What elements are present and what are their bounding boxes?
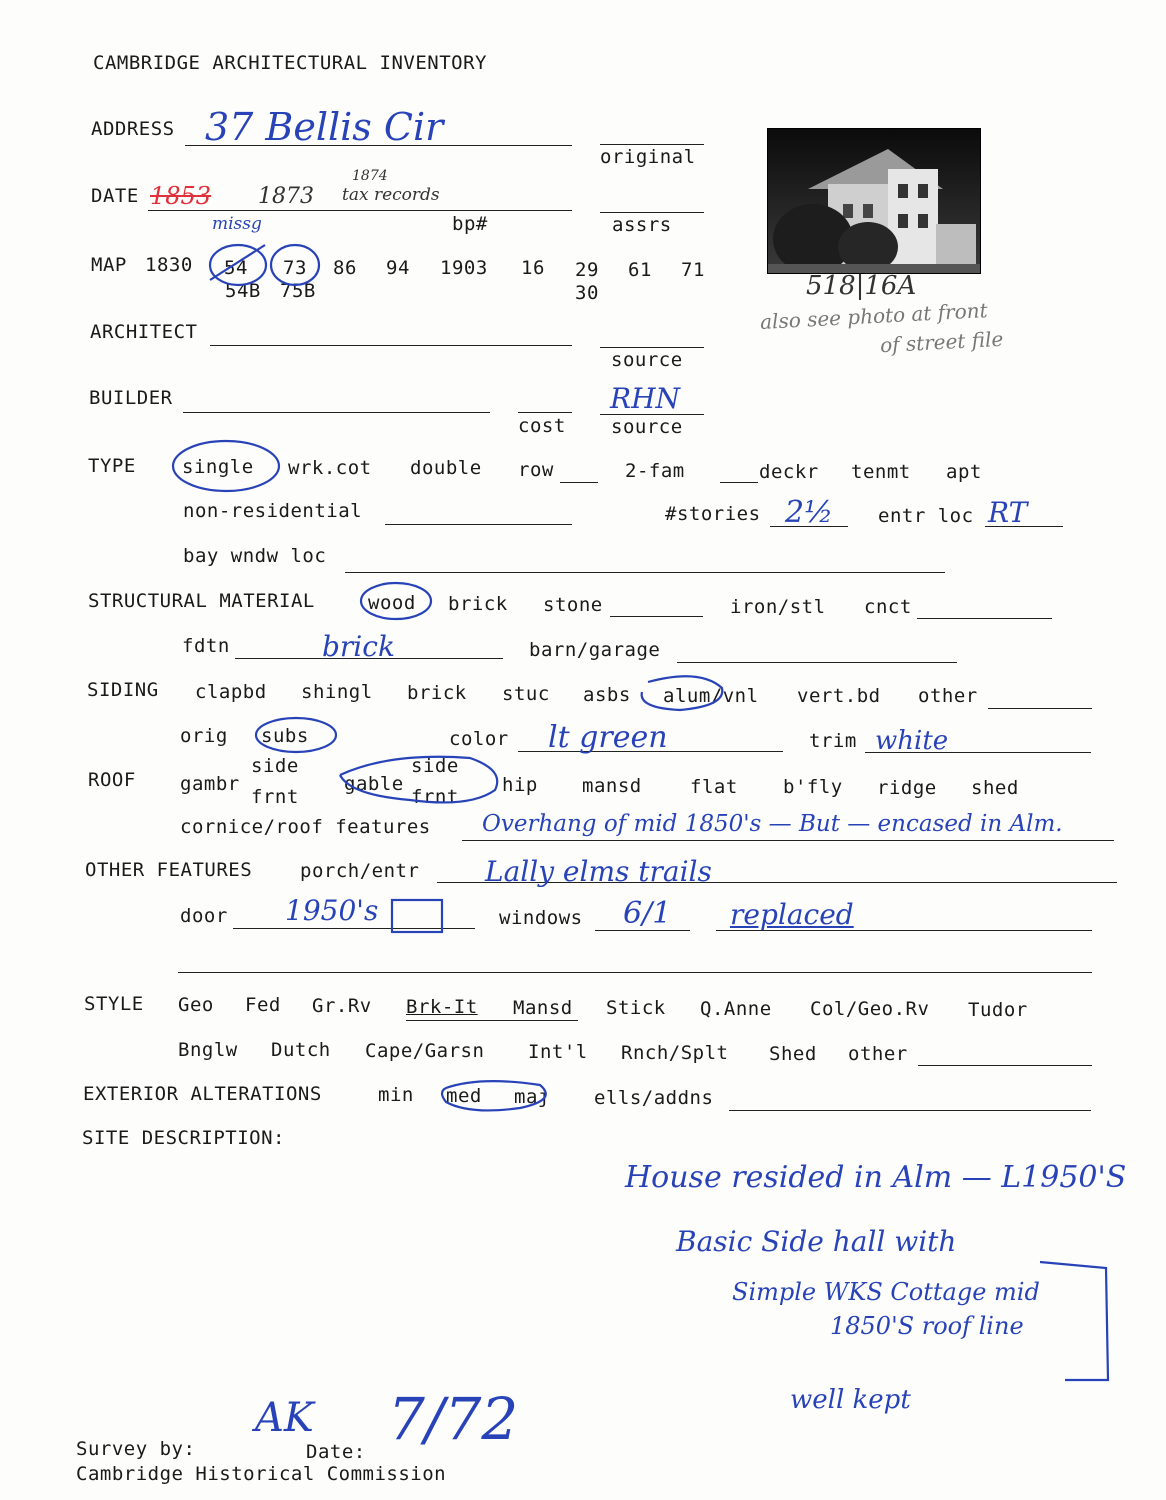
commission-label: Cambridge Historical Commission xyxy=(76,1463,447,1485)
survey-label: Survey by: xyxy=(76,1438,196,1460)
type-wrk-cot: wrk.cot xyxy=(288,457,372,479)
type-apt: apt xyxy=(946,461,982,483)
map-year-61: 61 xyxy=(628,259,652,281)
circle-wood xyxy=(361,583,431,619)
barn-label: barn/garage xyxy=(529,639,661,661)
ext-alt-maj: maj xyxy=(514,1086,550,1108)
cost-label: cost xyxy=(518,415,566,437)
struct-cnct: cnct xyxy=(864,596,912,618)
map-year-54: 54 xyxy=(224,257,248,279)
source-label-2: source xyxy=(611,416,683,438)
ext-alt-label: EXTERIOR ALTERATIONS xyxy=(83,1083,322,1105)
map-year-73: 73 xyxy=(283,257,307,279)
siding-stuc: stuc xyxy=(502,683,550,705)
map-sub-75b: 75B xyxy=(280,280,316,302)
subs-label: subs xyxy=(261,725,309,747)
architect-label: ARCHITECT xyxy=(90,321,198,343)
date-value: 1873 xyxy=(258,184,314,209)
siding-alum: alum/vnl xyxy=(663,685,759,707)
type-label: TYPE xyxy=(88,455,136,477)
map-year-16: 16 xyxy=(521,257,545,279)
type-single: single xyxy=(182,456,254,478)
roof-flat: flat xyxy=(690,776,738,798)
trim-value: white xyxy=(875,726,949,756)
door-label: door xyxy=(180,905,228,927)
style-colgeorv: Col/Geo.Rv xyxy=(810,998,930,1020)
circle-med xyxy=(442,1081,546,1110)
siding-other: other xyxy=(918,685,978,707)
porch-value: Lally elms trails xyxy=(485,855,712,888)
survey-date-value: 7/72 xyxy=(388,1385,519,1453)
assrs-label: assrs xyxy=(612,214,672,236)
style-fed: Fed xyxy=(245,994,281,1016)
roof-shed: shed xyxy=(971,777,1019,799)
fdtn-label: fdtn xyxy=(182,635,230,657)
original-label: original xyxy=(600,146,696,168)
address-label: ADDRESS xyxy=(91,118,175,140)
style-qanne: Q.Anne xyxy=(700,998,772,1020)
roof-label: ROOF xyxy=(88,769,136,791)
map-year-71: 71 xyxy=(681,259,705,281)
circle-single xyxy=(173,441,279,491)
type-double: double xyxy=(410,457,482,479)
color-label: color xyxy=(449,728,509,750)
roof-mansd: mansd xyxy=(582,775,642,797)
porch-label: porch/entr xyxy=(300,860,420,882)
style-stick: Stick xyxy=(606,997,666,1019)
style-other: other xyxy=(848,1043,908,1065)
windows-note: replaced xyxy=(730,898,854,931)
style-shed: Shed xyxy=(769,1043,817,1065)
date-note-1: 1874 xyxy=(352,168,388,184)
source-label-1: source xyxy=(611,349,683,371)
source-value: RHN xyxy=(610,382,680,415)
bay-label: bay wndw loc xyxy=(183,545,327,567)
door-box xyxy=(392,900,442,932)
map-sub-30: 30 xyxy=(575,282,599,304)
photo-note-2: of street file xyxy=(879,326,1004,358)
entr-loc-label: entr loc xyxy=(878,505,974,527)
fdtn-value: brick xyxy=(322,630,395,663)
roof-hip: hip xyxy=(502,774,538,796)
form-title: CAMBRIDGE ARCHITECTURAL INVENTORY xyxy=(93,52,487,74)
entr-loc-value: RT xyxy=(988,496,1028,529)
style-dutch: Dutch xyxy=(271,1039,331,1061)
roof-side-1: side xyxy=(251,755,299,777)
map-year-94: 94 xyxy=(386,257,410,279)
trim-label: trim xyxy=(809,730,857,752)
date-note-2: tax records xyxy=(342,185,440,205)
roof-ridge: ridge xyxy=(877,777,937,799)
struct-label: STRUCTURAL MATERIAL xyxy=(88,590,315,612)
bp-label: bp# xyxy=(452,213,488,235)
style-tudor: Tudor xyxy=(968,999,1028,1021)
other-features-label: OTHER FEATURES xyxy=(85,859,253,881)
map-note: missg xyxy=(212,214,262,234)
stories-value: 2½ xyxy=(785,495,834,530)
type-tenmt: tenmt xyxy=(851,461,911,483)
siding-asbs: asbs xyxy=(583,684,631,706)
ext-alt-min: min xyxy=(378,1084,414,1106)
site-line-5: well kept xyxy=(790,1385,911,1415)
windows-value: 6/1 xyxy=(623,896,672,931)
struct-iron: iron/stl xyxy=(730,596,826,618)
builder-label: BUILDER xyxy=(89,387,173,409)
site-line-2: Basic Side hall with xyxy=(676,1225,957,1258)
map-year-1903: 1903 xyxy=(440,257,488,279)
site-bracket xyxy=(1040,1262,1108,1380)
siding-shingl: shingl xyxy=(301,681,373,703)
style-label: STYLE xyxy=(84,993,144,1015)
survey-by-value: AK xyxy=(255,1395,314,1441)
map-year-29: 29 xyxy=(575,259,599,281)
ext-alt-ells: ells/addns xyxy=(594,1087,714,1109)
siding-vertbd: vert.bd xyxy=(797,685,881,707)
style-bnglw: Bnglw xyxy=(178,1039,238,1061)
site-line-3: Simple WKS Cottage mid xyxy=(732,1278,1040,1306)
site-line-4: 1850'S roof line xyxy=(830,1312,1024,1340)
stories-label: #stories xyxy=(665,503,761,525)
roof-side-2: side xyxy=(411,755,459,777)
orig-label: orig xyxy=(180,725,228,747)
map-sub-54b: 54B xyxy=(225,280,261,302)
roof-frnt-2: frnt xyxy=(411,786,459,808)
type-row: row xyxy=(518,459,554,481)
circle-subs xyxy=(256,718,336,752)
type-2fam: 2-fam xyxy=(625,460,685,482)
windows-label: windows xyxy=(499,907,583,929)
address-value: 37 Bellis Cir xyxy=(205,105,444,149)
door-value: 1950's xyxy=(285,894,379,927)
cornice-label: cornice/roof features xyxy=(180,816,431,838)
roof-gable: gable xyxy=(344,773,404,795)
style-brkit: Brk-It xyxy=(406,996,478,1018)
roof-gambr: gambr xyxy=(180,773,240,795)
ext-alt-med: med xyxy=(446,1085,482,1107)
photo-note-1: also see photo at front xyxy=(759,298,989,334)
cornice-value: Overhang of mid 1850's — But — encased in Alm. xyxy=(482,811,1063,837)
type-deckr: deckr xyxy=(759,461,819,483)
circle-alum xyxy=(642,676,723,710)
style-rnch: Rnch/Splt xyxy=(621,1042,729,1064)
map-year-1830: 1830 xyxy=(145,254,193,276)
siding-clapbd: clapbd xyxy=(195,681,267,703)
style-cape: Cape/Garsn xyxy=(365,1040,485,1062)
style-mansd: Mansd xyxy=(513,997,573,1019)
style-geo: Geo xyxy=(178,994,214,1016)
roof-bfly: b'fly xyxy=(783,776,843,798)
map-label: MAP xyxy=(91,254,127,276)
map-year-86: 86 xyxy=(333,257,357,279)
site-label: SITE DESCRIPTION: xyxy=(82,1127,285,1149)
struct-stone: stone xyxy=(543,594,603,616)
siding-label: SIDING xyxy=(87,679,159,701)
nonres-label: non-residential xyxy=(183,500,363,522)
date-label: DATE xyxy=(91,185,139,207)
site-line-1: House resided in Alm — L1950'S xyxy=(625,1160,1127,1195)
roof-frnt-1: frnt xyxy=(251,786,299,808)
style-intl: Int'l xyxy=(528,1041,588,1063)
circle-map-73 xyxy=(271,245,319,285)
siding-brick: brick xyxy=(407,682,467,704)
circle-gable xyxy=(340,757,497,803)
struct-brick: brick xyxy=(448,593,508,615)
survey-date-label: Date: xyxy=(306,1441,366,1463)
photo-ref: 518|16A xyxy=(806,271,917,301)
date-crossed: 1853 xyxy=(150,182,212,210)
style-grrv: Gr.Rv xyxy=(312,995,372,1017)
struct-wood: wood xyxy=(368,592,416,614)
color-value: lt green xyxy=(548,720,668,755)
